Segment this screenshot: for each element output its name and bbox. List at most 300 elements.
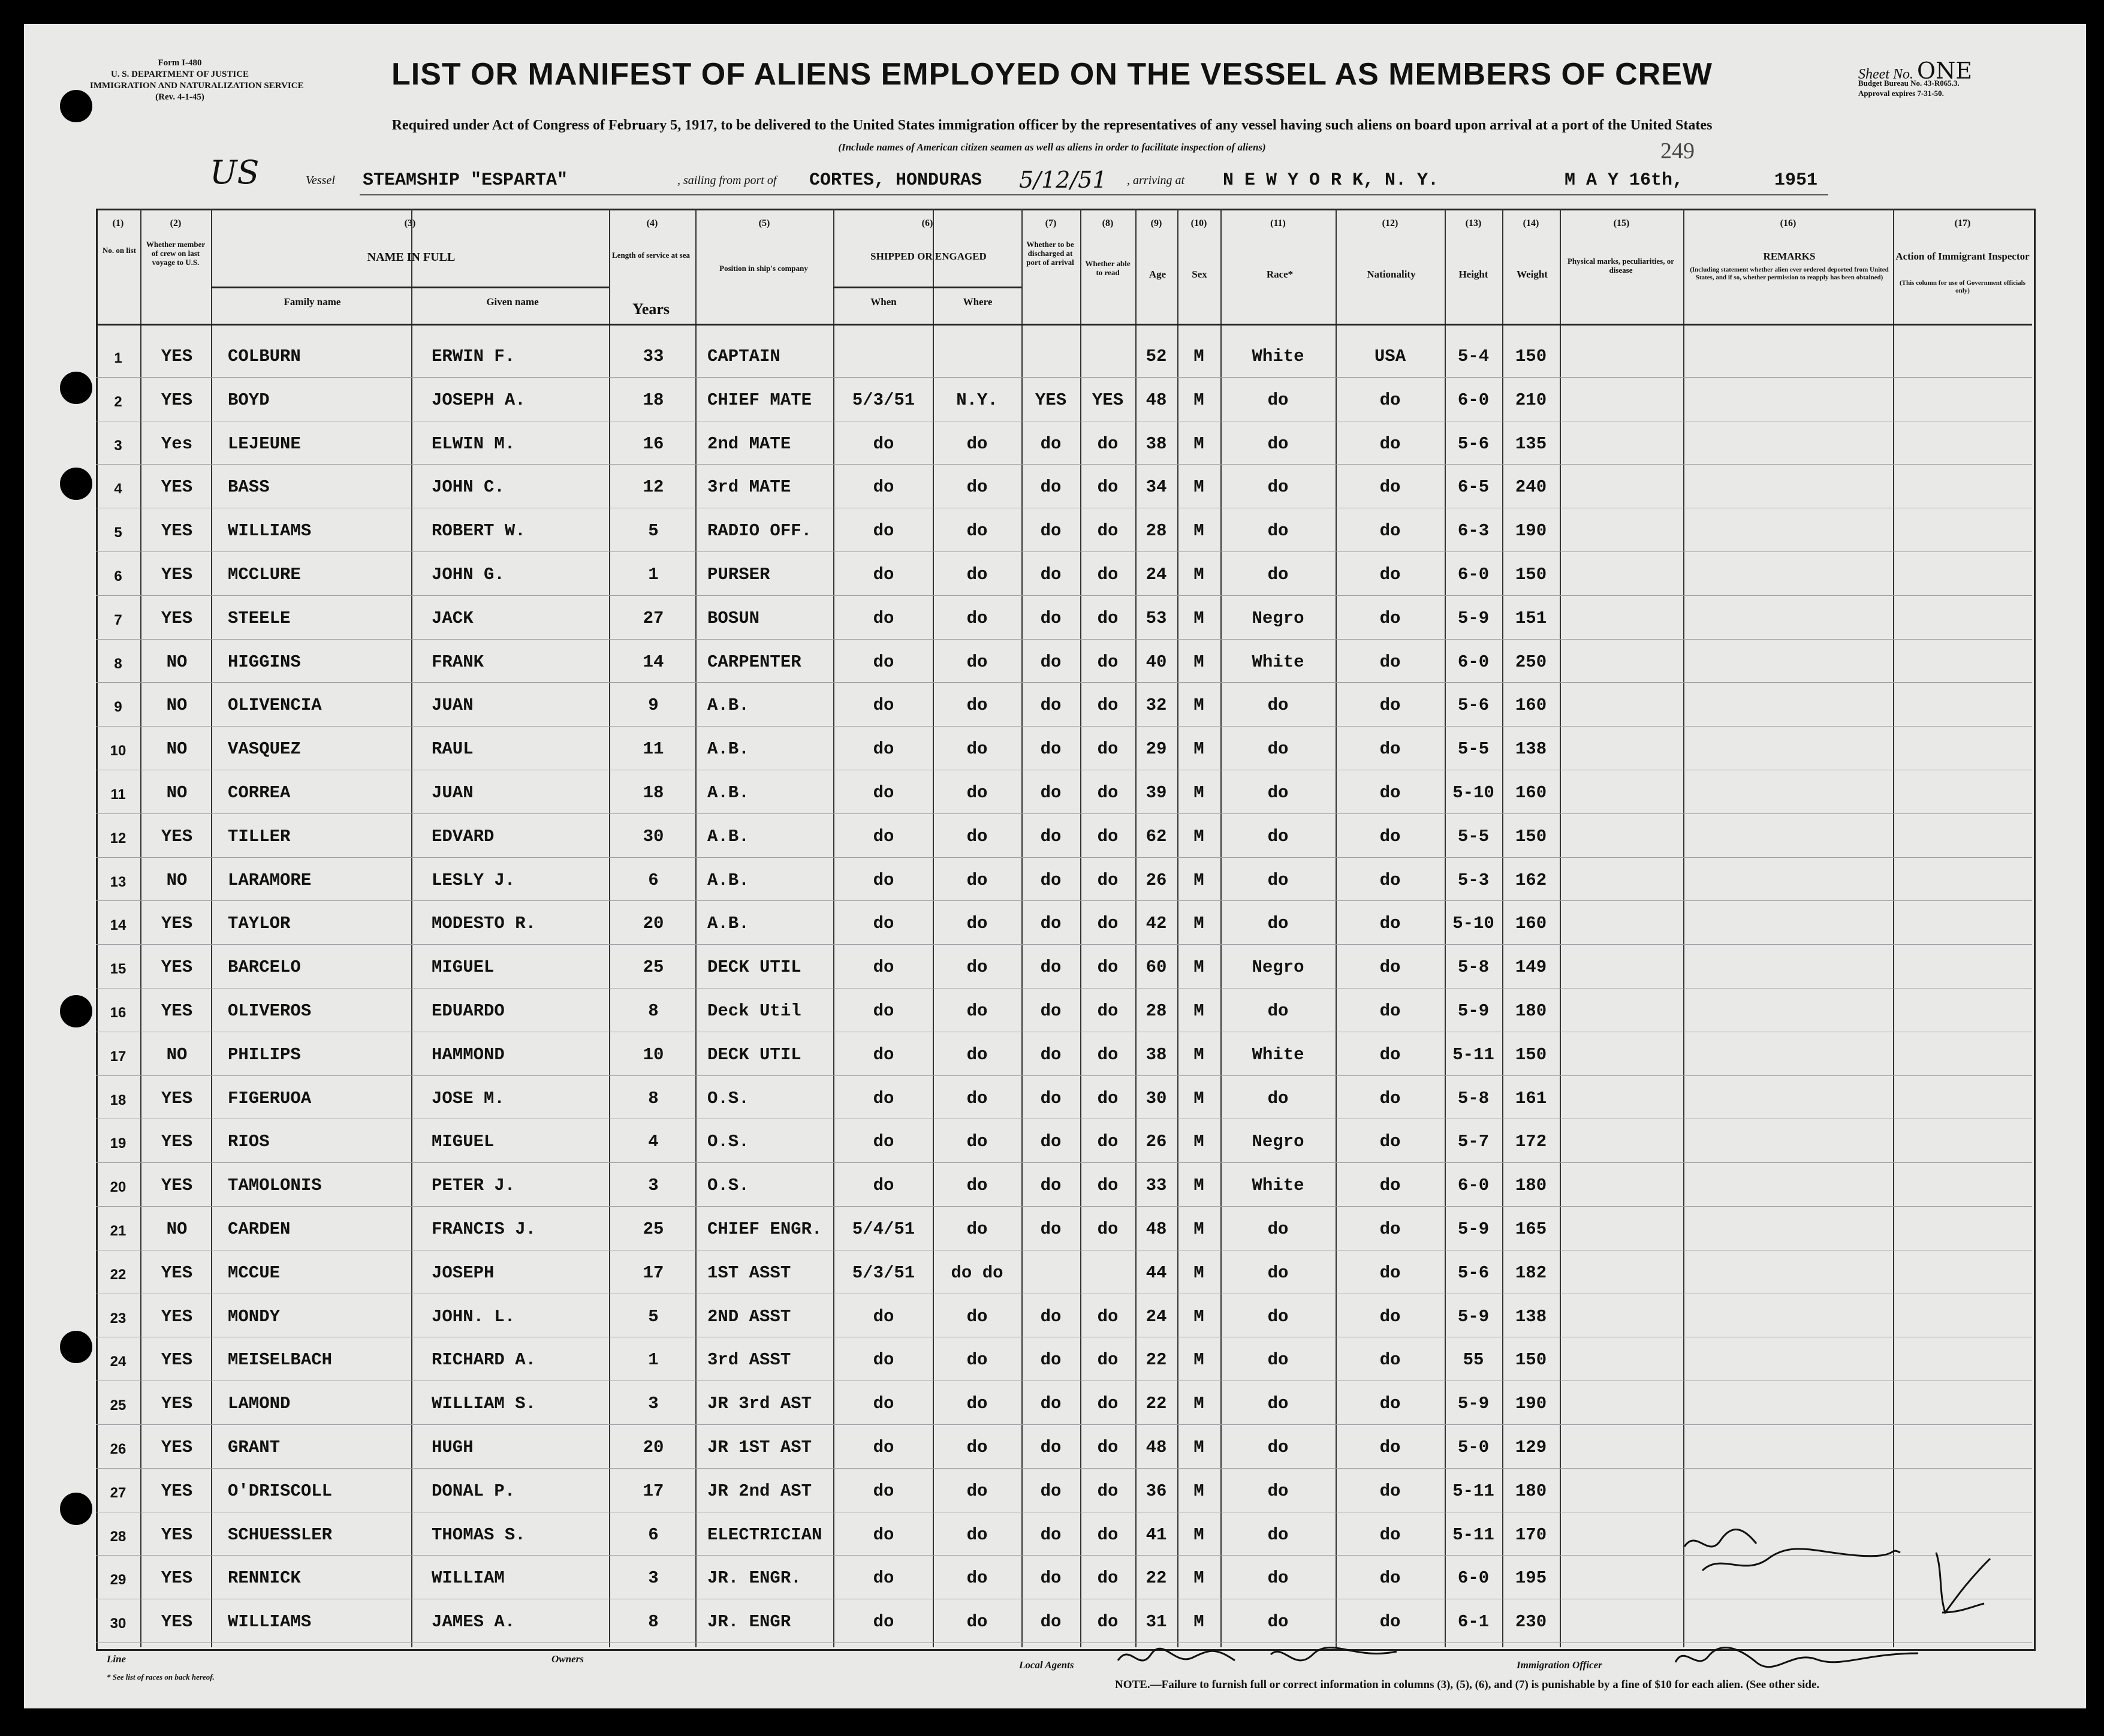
years-cell: 12 (643, 477, 664, 497)
weight-cell: 170 (1515, 1525, 1547, 1545)
years-cell: 3 (648, 1176, 659, 1195)
weight-cell: 250 (1515, 652, 1547, 672)
race-cell: White (1252, 1045, 1304, 1065)
sex-cell: M (1193, 652, 1204, 672)
years-cell: 10 (643, 1045, 664, 1065)
years-cell: 9 (648, 695, 659, 715)
list-number-cell: 14 (110, 917, 126, 933)
age-cell: 22 (1146, 1568, 1167, 1588)
discharged-cell: do (1040, 477, 1062, 497)
nationality-cell: do (1379, 827, 1401, 846)
shipped-when-cell: do (873, 1350, 894, 1370)
weight-cell: 180 (1515, 1176, 1547, 1195)
last-voyage-cell: NO (166, 1045, 188, 1065)
height-cell: 5-6 (1457, 1263, 1490, 1283)
shipped-when-cell: do (873, 827, 894, 846)
position-cell: BOSUN (707, 608, 760, 628)
header-remarks: REMARKS (1763, 251, 1816, 262)
table-row-rule (96, 1162, 2032, 1163)
requirement-text: Required under Act of Congress of February 5, 1917, to be delivered to the United States immigration officer by the representatives of any vessel having such aliens on board upon arrival at a port of the United States (391, 117, 1713, 133)
read-cell: do (1097, 565, 1119, 584)
shipped-where-cell: do (966, 914, 988, 933)
sex-cell: M (1193, 1568, 1204, 1588)
nationality-cell: do (1379, 1307, 1401, 1327)
years-cell: 25 (643, 1219, 664, 1239)
family-name-cell: TAMOLONIS (228, 1176, 322, 1195)
table-row-rule (211, 287, 609, 288)
header-list-no: No. on list (103, 246, 136, 255)
table-row-rule (833, 287, 1021, 288)
discharged-cell: do (1040, 1045, 1062, 1065)
discharged-cell: do (1040, 1350, 1062, 1370)
years-cell: 1 (648, 565, 659, 584)
race-cell: do (1267, 1525, 1289, 1545)
discharged-cell: do (1040, 1001, 1062, 1021)
table-column-rule (609, 209, 610, 1647)
header-age: Age (1149, 269, 1166, 280)
age-cell: 34 (1146, 477, 1167, 497)
weight-cell: 151 (1515, 608, 1547, 628)
given-name-cell: HUGH (432, 1437, 474, 1457)
height-cell: 6-0 (1457, 1568, 1490, 1588)
table-column-rule (1893, 209, 1894, 1647)
table-row-rule (96, 595, 2032, 596)
shipped-where-cell: do (966, 1001, 988, 1021)
discharged-cell: do (1040, 1568, 1062, 1588)
given-name-cell: ERWIN F. (432, 346, 516, 366)
position-cell: JR. ENGR. (707, 1568, 801, 1588)
discharged-cell: do (1040, 914, 1062, 933)
position-cell: DECK UTIL (707, 1045, 801, 1065)
shipped-when-cell: do (873, 1394, 894, 1413)
given-name-cell: WILLIAM S. (432, 1394, 536, 1413)
shipped-where-cell: do (966, 1525, 988, 1545)
last-voyage-cell: YES (161, 521, 193, 541)
header-last-voyage: Whether member of crew on last voyage to U.S. (146, 240, 206, 267)
height-cell: 5-6 (1457, 695, 1490, 715)
age-cell: 22 (1146, 1394, 1167, 1413)
discharged-cell: do (1040, 783, 1062, 803)
punch-hole (60, 372, 92, 404)
height-cell: 6-0 (1457, 565, 1490, 584)
officer-signature (1672, 1635, 1924, 1677)
last-voyage-cell: YES (161, 1481, 193, 1501)
form-number: Form I-480 (158, 58, 202, 68)
position-cell: CHIEF MATE (707, 390, 812, 410)
race-cell: do (1267, 870, 1289, 890)
list-number-cell: 15 (110, 961, 126, 977)
shipped-when-cell: do (873, 914, 894, 933)
weight-cell: 240 (1515, 477, 1547, 497)
last-voyage-cell: YES (161, 346, 193, 366)
last-voyage-cell: YES (161, 1176, 193, 1195)
shipped-when-cell: do (873, 652, 894, 672)
family-name-cell: SCHUESSLER (228, 1525, 333, 1545)
height-cell: 5-7 (1457, 1132, 1490, 1152)
given-name-cell: PETER J. (432, 1176, 516, 1195)
punch-hole (60, 468, 92, 500)
sex-cell: M (1193, 565, 1204, 584)
family-name-cell: MCCUE (228, 1263, 281, 1283)
age-cell: 32 (1146, 695, 1167, 715)
discharged-cell: do (1040, 1394, 1062, 1413)
list-number-cell: 21 (110, 1223, 126, 1239)
height-cell: 5-11 (1452, 1045, 1494, 1065)
shipped-where-cell: do (966, 1307, 988, 1327)
height-cell: 5-11 (1452, 1481, 1494, 1501)
discharged-cell: do (1040, 565, 1062, 584)
shipped-when-cell: 5/3/51 (852, 1263, 915, 1283)
header-discharged: Whether to be discharged at port of arrival (1026, 240, 1074, 267)
column-number: (12) (1382, 218, 1398, 228)
read-cell: do (1097, 739, 1119, 759)
family-name-cell: OLIVENCIA (228, 695, 322, 715)
shipped-when-cell: do (873, 1525, 894, 1545)
race-cell: Negro (1252, 608, 1304, 628)
weight-cell: 138 (1515, 739, 1547, 759)
position-cell: PURSER (707, 565, 770, 584)
given-name-cell: RICHARD A. (432, 1350, 536, 1370)
header-physical-marks: Physical marks, peculiarities, or disease (1567, 257, 1674, 275)
read-cell: do (1097, 1481, 1119, 1501)
header-length-service: Length of service at sea (612, 251, 690, 260)
nationality-cell: do (1379, 1176, 1401, 1195)
last-voyage-cell: YES (161, 1437, 193, 1457)
header-read: Whether able to read (1085, 259, 1131, 277)
position-cell: CAPTAIN (707, 346, 780, 366)
column-number: (8) (1102, 218, 1114, 228)
weight-cell: 210 (1515, 390, 1547, 410)
nationality-cell: do (1379, 1525, 1401, 1545)
shipped-where-cell: do (966, 477, 988, 497)
shipped-where-cell: do (966, 695, 988, 715)
race-cell: do (1267, 1612, 1289, 1632)
height-cell: 5-9 (1457, 1219, 1490, 1239)
shipped-when-cell: do (873, 870, 894, 890)
list-number-cell: 11 (110, 786, 126, 803)
read-cell: do (1097, 477, 1119, 497)
given-name-cell: HAMMOND (432, 1045, 505, 1065)
sex-cell: M (1193, 608, 1204, 628)
discharged-cell: do (1040, 521, 1062, 541)
list-number-cell: 30 (110, 1616, 126, 1632)
sex-cell: M (1193, 1394, 1204, 1413)
read-cell: do (1097, 1001, 1119, 1021)
shipped-when-cell: do (873, 1045, 894, 1065)
sex-cell: M (1193, 1525, 1204, 1545)
table-row-rule (96, 377, 2032, 378)
given-name-cell: MIGUEL (432, 1132, 495, 1152)
family-name-cell: MONDY (228, 1307, 281, 1327)
age-cell: 24 (1146, 1307, 1167, 1327)
sex-cell: M (1193, 914, 1204, 933)
years-cell: 3 (648, 1394, 659, 1413)
last-voyage-cell: YES (161, 1089, 193, 1108)
table-row-rule (96, 324, 2032, 326)
shipped-where-cell: do (966, 739, 988, 759)
years-cell: 4 (648, 1132, 659, 1152)
read-cell: do (1097, 1612, 1119, 1632)
weight-cell: 182 (1515, 1263, 1547, 1283)
port-to: N E W Y O R K, N. Y. (1223, 170, 1439, 191)
last-voyage-cell: YES (161, 390, 193, 410)
weight-cell: 138 (1515, 1307, 1547, 1327)
shipped-when-cell: do (873, 1307, 894, 1327)
weight-cell: 190 (1515, 521, 1547, 541)
sex-cell: M (1193, 1307, 1204, 1327)
weight-cell: 160 (1515, 695, 1547, 715)
position-cell: 2ND ASST (707, 1307, 791, 1327)
sex-cell: M (1193, 1612, 1204, 1632)
handwritten-remark-scribble (1678, 1511, 1906, 1583)
shipped-where-cell: do (966, 783, 988, 803)
position-cell: O.S. (707, 1089, 749, 1108)
shipped-when-cell: do (873, 1132, 894, 1152)
read-cell: do (1097, 783, 1119, 803)
list-number-cell: 24 (110, 1354, 126, 1370)
weight-cell: 180 (1515, 1481, 1547, 1501)
discharged-cell: do (1040, 1219, 1062, 1239)
list-number-cell: 4 (114, 481, 122, 497)
read-cell: do (1097, 1219, 1119, 1239)
table-row-rule (96, 900, 2032, 901)
vessel-label: Vessel (306, 174, 335, 187)
last-voyage-cell: NO (166, 739, 188, 759)
read-cell: do (1097, 1176, 1119, 1195)
list-number-cell: 10 (110, 743, 126, 759)
given-name-cell: MIGUEL (432, 957, 495, 977)
discharged-cell: do (1040, 1481, 1062, 1501)
given-name-cell: ROBERT W. (432, 521, 526, 541)
given-name-cell: RAUL (432, 739, 474, 759)
inspector-initial (1918, 1547, 2002, 1625)
column-number: (9) (1150, 218, 1162, 228)
column-number: (10) (1190, 218, 1207, 228)
family-name-cell: PHILIPS (228, 1045, 301, 1065)
family-name-cell: WILLIAMS (228, 521, 312, 541)
arrival-year: 1951 (1774, 170, 1818, 191)
nationality-cell: do (1379, 957, 1401, 977)
shipped-when-cell: do (873, 739, 894, 759)
years-cell: 16 (643, 434, 664, 454)
family-name-cell: LAMOND (228, 1394, 291, 1413)
shipped-where-cell: do (966, 1350, 988, 1370)
read-cell: do (1097, 1568, 1119, 1588)
weight-cell: 150 (1515, 346, 1547, 366)
discharged-cell: do (1040, 957, 1062, 977)
position-cell: A.B. (707, 783, 749, 803)
revision: (Rev. 4-1-45) (155, 92, 204, 102)
years-cell: 18 (643, 390, 664, 410)
sheet-label: Sheet No. (1858, 67, 1913, 82)
nationality-cell: do (1379, 1045, 1401, 1065)
header-family-name: Family name (284, 296, 341, 308)
age-cell: 24 (1146, 565, 1167, 584)
column-number: (5) (758, 218, 770, 228)
last-voyage-cell: YES (161, 1525, 193, 1545)
shipped-where-cell: do (966, 1394, 988, 1413)
age-cell: 60 (1146, 957, 1167, 977)
family-name-cell: FIGERUOA (228, 1089, 312, 1108)
read-cell: do (1097, 1437, 1119, 1457)
sex-cell: M (1193, 1437, 1204, 1457)
shipped-where-cell: do (966, 1132, 988, 1152)
last-voyage-cell: NO (166, 1219, 188, 1239)
last-voyage-cell: YES (161, 477, 193, 497)
nationality-cell: do (1379, 390, 1401, 410)
discharged-cell: do (1040, 1176, 1062, 1195)
service-name: IMMIGRATION AND NATURALIZATION SERVICE (90, 81, 304, 91)
height-cell: 5-10 (1452, 783, 1494, 803)
owners-label: Owners (551, 1653, 584, 1665)
header-height: Height (1458, 269, 1488, 280)
shipped-where-cell: do (966, 1219, 988, 1239)
age-cell: 48 (1146, 1437, 1167, 1457)
requirement-note: (Include names of American citizen seamen as well as aliens in order to facilitate inspection of aliens) (838, 141, 1266, 153)
race-cell: do (1267, 1089, 1289, 1108)
shipped-where-cell: do (966, 1612, 988, 1632)
years-cell: 20 (643, 914, 664, 933)
sex-cell: M (1193, 783, 1204, 803)
nationality-cell: do (1379, 1394, 1401, 1413)
list-number-cell: 23 (110, 1310, 126, 1327)
nationality-cell: do (1379, 1612, 1401, 1632)
nationality-cell: do (1379, 739, 1401, 759)
height-cell: 5-9 (1457, 1001, 1490, 1021)
nationality-cell: do (1379, 1568, 1401, 1588)
read-cell: do (1097, 914, 1119, 933)
height-cell: 5-0 (1457, 1437, 1490, 1457)
list-number-cell: 9 (114, 699, 122, 715)
table-row-rule (96, 682, 2032, 683)
list-number-cell: 19 (110, 1135, 126, 1152)
read-cell: do (1097, 957, 1119, 977)
penalty-note: NOTE.—Failure to furnish full or correct information in columns (3), (5), (6), and (7) is punishable by a fine of $10 for each alien. (See other side. (1115, 1678, 1820, 1691)
sex-cell: M (1193, 1176, 1204, 1195)
weight-cell: 160 (1515, 914, 1547, 933)
list-number-cell: 22 (110, 1267, 126, 1283)
height-cell: 6-0 (1457, 390, 1490, 410)
agent-signature (1115, 1636, 1403, 1678)
list-number-cell: 26 (110, 1441, 126, 1457)
shipped-where-cell: do (966, 565, 988, 584)
shipped-when-cell: do (873, 1481, 894, 1501)
nationality-cell: do (1379, 695, 1401, 715)
position-cell: A.B. (707, 914, 749, 933)
age-cell: 53 (1146, 608, 1167, 628)
last-voyage-cell: YES (161, 1263, 193, 1283)
list-number-cell: 18 (110, 1092, 126, 1108)
weight-cell: 160 (1515, 783, 1547, 803)
given-name-cell: JOSE M. (432, 1089, 505, 1108)
race-cell: do (1267, 1481, 1289, 1501)
last-voyage-cell: NO (166, 870, 188, 890)
last-voyage-cell: YES (161, 827, 193, 846)
punch-hole (60, 995, 92, 1027)
age-cell: 40 (1146, 652, 1167, 672)
sex-cell: M (1193, 739, 1204, 759)
shipped-where-cell: do (966, 957, 988, 977)
family-name-cell: LARAMORE (228, 870, 312, 890)
position-cell: RADIO OFF. (707, 521, 812, 541)
years-cell: 33 (643, 346, 664, 366)
age-cell: 29 (1146, 739, 1167, 759)
weight-cell: 180 (1515, 1001, 1547, 1021)
height-cell: 5-10 (1452, 914, 1494, 933)
age-cell: 48 (1146, 390, 1167, 410)
column-number: (14) (1523, 218, 1539, 228)
column-number: (4) (646, 218, 658, 228)
list-number-cell: 6 (114, 568, 122, 584)
page-title: LIST OR MANIFEST OF ALIENS EMPLOYED ON THE VESSEL AS MEMBERS OF CREW (391, 57, 1713, 92)
race-cell: Negro (1252, 1132, 1304, 1152)
nationality-cell: do (1379, 1263, 1401, 1283)
race-cell: do (1267, 695, 1289, 715)
shipped-where-cell: N.Y. (956, 390, 998, 410)
sex-cell: M (1193, 1045, 1204, 1065)
height-cell: 6-1 (1457, 1612, 1490, 1632)
nationality-cell: do (1379, 652, 1401, 672)
family-name-cell: BARCELO (228, 957, 301, 977)
column-number: (17) (1954, 218, 1971, 228)
family-name-cell: TAYLOR (228, 914, 291, 933)
nationality-cell: do (1379, 1481, 1401, 1501)
header-when: When (870, 296, 897, 308)
given-name-cell: FRANCIS J. (432, 1219, 536, 1239)
table-column-rule (695, 209, 697, 1647)
age-cell: 33 (1146, 1176, 1167, 1195)
nationality-cell: do (1379, 783, 1401, 803)
table-row-rule (96, 639, 2032, 640)
years-cell: 18 (643, 783, 664, 803)
nationality-cell: do (1379, 1001, 1401, 1021)
table-column-rule (140, 209, 141, 1647)
shipped-when-cell: do (873, 1437, 894, 1457)
discharged-cell: do (1040, 827, 1062, 846)
age-cell: 41 (1146, 1525, 1167, 1545)
list-number-cell: 16 (110, 1005, 126, 1021)
shipped-where-cell: do (966, 870, 988, 890)
sex-cell: M (1193, 477, 1204, 497)
weight-cell: 150 (1515, 827, 1547, 846)
race-cell: Negro (1252, 957, 1304, 977)
sex-cell: M (1193, 434, 1204, 454)
race-cell: do (1267, 1219, 1289, 1239)
position-cell: 3rd ASST (707, 1350, 791, 1370)
shipped-where-cell: do (966, 434, 988, 454)
table-column-rule (211, 209, 212, 1647)
race-cell: do (1267, 783, 1289, 803)
age-cell: 26 (1146, 1132, 1167, 1152)
column-number: (7) (1045, 218, 1057, 228)
race-cell: do (1267, 914, 1289, 933)
discharged-cell: do (1040, 652, 1062, 672)
position-cell: 1ST ASST (707, 1263, 791, 1283)
weight-cell: 230 (1515, 1612, 1547, 1632)
age-cell: 28 (1146, 1001, 1167, 1021)
read-cell: do (1097, 1394, 1119, 1413)
header-inspector-note: (This column for use of Government officials only) (1899, 279, 2025, 294)
nationality-cell: do (1379, 1219, 1401, 1239)
position-cell: DECK UTIL (707, 957, 801, 977)
position-cell: O.S. (707, 1132, 749, 1152)
given-name-cell: THOMAS S. (432, 1525, 526, 1545)
punch-hole (60, 1493, 92, 1525)
list-number-cell: 17 (110, 1048, 126, 1065)
arriving-label: , arriving at (1127, 174, 1185, 187)
races-note: * See list of races on back hereof. (107, 1672, 215, 1681)
header-name: NAME IN FULL (367, 251, 456, 264)
